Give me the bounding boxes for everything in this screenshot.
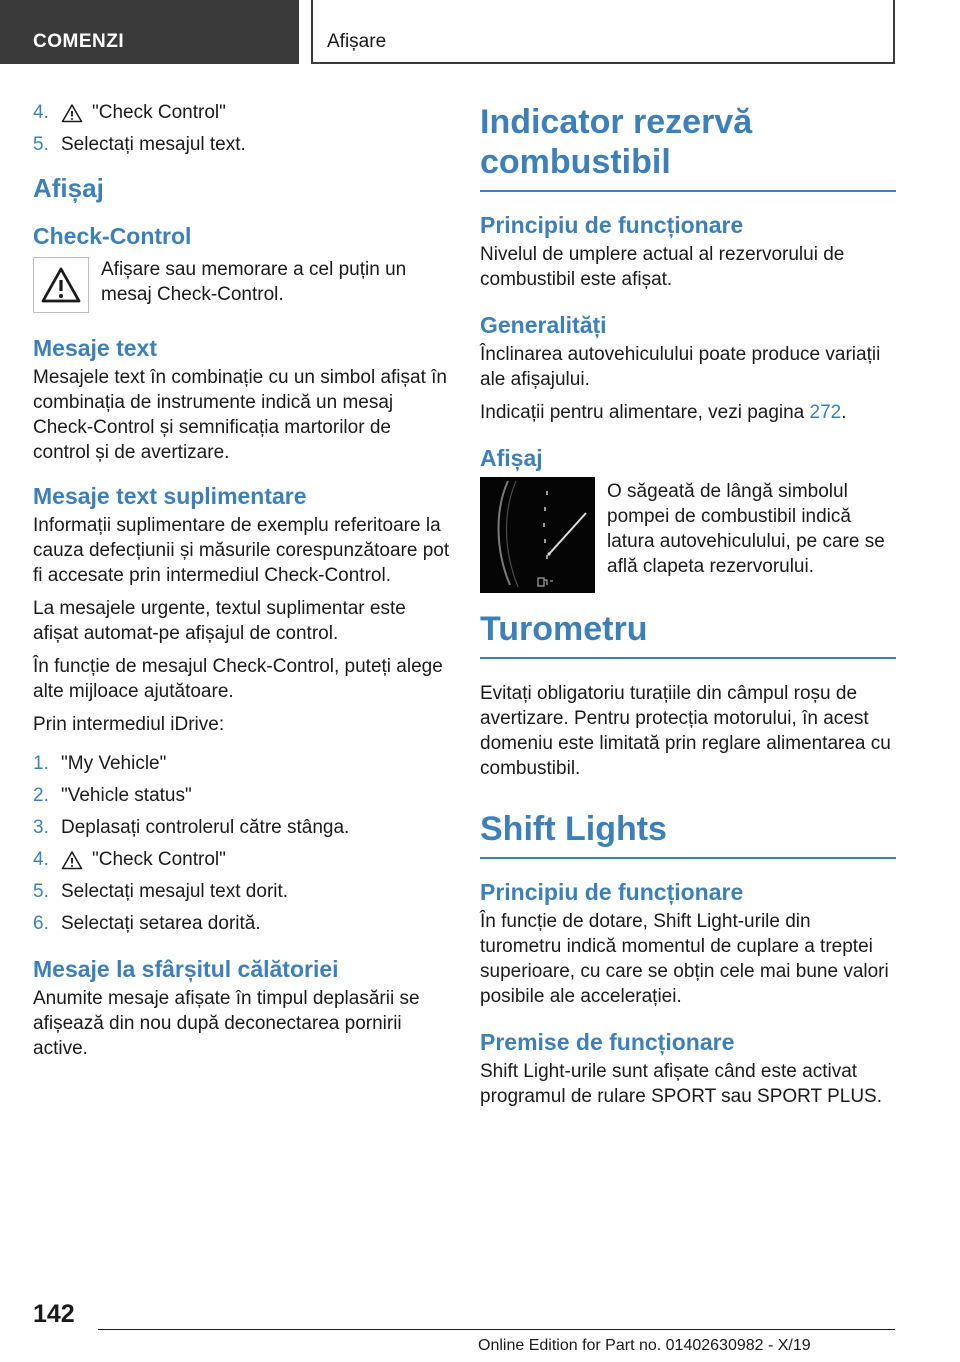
page-ref-suffix: . bbox=[841, 402, 847, 423]
paragraph: Shift Light-urile sunt afișate când este activat programul de rulare SPORT sau SPORT PLUS. bbox=[480, 1061, 882, 1107]
step-number: 5. bbox=[33, 134, 49, 155]
list-item bbox=[33, 815, 450, 840]
step-text: "My Vehicle" bbox=[61, 753, 167, 774]
step-number: 6. bbox=[33, 913, 49, 934]
edition-text: Online Edition for Part no. 01402630982 - X/19 bbox=[478, 1337, 811, 1354]
heading-afisaj-right: Afișaj bbox=[480, 445, 543, 471]
step-number: 3. bbox=[33, 817, 49, 838]
heading-shift-lights: Shift Lights bbox=[480, 809, 896, 859]
right-column bbox=[480, 100, 896, 1117]
header-subsection-label: Afișare bbox=[327, 31, 387, 52]
heading-mesaje-text: Mesaje text bbox=[33, 335, 158, 361]
heading-turometru: Turometru bbox=[480, 609, 896, 659]
intro-steps-list bbox=[33, 100, 450, 157]
page-ref-text: Indicații pentru alimentare, vezi pagina bbox=[480, 402, 810, 423]
header-section-label: COMENZI bbox=[33, 31, 125, 52]
step-text: Selectați mesajul text. bbox=[61, 134, 246, 155]
list-item bbox=[33, 100, 450, 125]
list-item bbox=[33, 911, 450, 936]
step-number: 5. bbox=[33, 881, 49, 902]
paragraph: Informații suplimentare de exemplu referitoare la cauza defecțiunii și măsurile corespunzătoare pot fi accesate prin intermediul Check-Control. bbox=[33, 515, 450, 586]
footer-divider bbox=[98, 1329, 895, 1330]
fuel-gauge-block bbox=[480, 477, 896, 593]
step-number: 1. bbox=[33, 753, 49, 774]
paragraph: În funcție de mesajul Check-Control, puteți alege alte mijloace ajutătoare. bbox=[33, 656, 443, 702]
paragraph: Prin intermediul iDrive: bbox=[33, 714, 225, 735]
step-number: 2. bbox=[33, 785, 49, 806]
step-text: Deplasați controlerul către stânga. bbox=[61, 817, 350, 838]
warning-triangle-icon bbox=[40, 266, 82, 304]
heading-principiu-functionare-2: Principiu de funcționare bbox=[480, 879, 744, 905]
paragraph: În funcție de dotare, Shift Light-urile din turometru indică momentul de cuplare a treptei superioare, cu care se obțin cele mai bune valori posibile ale accelerației. bbox=[480, 911, 889, 1007]
paragraph: Evitați obligatoriu turațiile din câmpul roșu de avertizare. Pentru protecția motorului, în acest domeniu este limitată prin reglare alimentarea cu combustibil. bbox=[480, 683, 891, 779]
heading-indicator-rezerva: Indicator rezervă combustibil bbox=[480, 102, 896, 192]
fuel-gauge-description: O săgeată de lângă simbolul pompei de combustibil indică latura autovehiculului, pe care se află clapeta rezervorului. bbox=[607, 481, 885, 577]
check-control-text: Afișare sau memorare a cel puțin un mesaj Check-Control. bbox=[101, 259, 407, 305]
heading-premise-functionare: Premise de funcționare bbox=[480, 1029, 735, 1055]
header-section-tab bbox=[0, 0, 299, 64]
warning-icon bbox=[61, 850, 83, 870]
fuel-gauge-image bbox=[480, 477, 595, 593]
fuel-gauge-illustration bbox=[480, 477, 595, 593]
check-control-block bbox=[33, 257, 450, 313]
step-text: "Vehicle status" bbox=[61, 785, 192, 806]
heading-mesaje-calatorie: Mesaje la sfârșitul călătoriei bbox=[33, 956, 339, 982]
step-text: Selectați setarea dorită. bbox=[61, 913, 261, 934]
header-subsection-tab bbox=[311, 0, 895, 64]
step-text: Selectați mesajul text dorit. bbox=[61, 881, 289, 902]
paragraph-page-ref bbox=[480, 400, 896, 425]
list-item bbox=[33, 751, 450, 776]
paragraph: Anumite mesaje afișate în timpul deplasării se afișează din nou după deconectarea pornirii active. bbox=[33, 988, 420, 1059]
step-text: "Check Control" bbox=[92, 849, 226, 870]
heading-mesaje-suplimentare: Mesaje text suplimentare bbox=[33, 483, 307, 509]
paragraph: Mesajele text în combinație cu un simbol afișat în combinația de instrumente indică un mesaj Check-Control și semnificația martorilor de control și de avertizare. bbox=[33, 367, 447, 463]
list-item bbox=[33, 132, 450, 157]
idrive-steps-list bbox=[33, 751, 450, 936]
heading-generalitati: Generalități bbox=[480, 312, 607, 338]
list-item bbox=[33, 783, 450, 808]
list-item bbox=[33, 879, 450, 904]
heading-check-control: Check-Control bbox=[33, 223, 192, 249]
step-number: 4. bbox=[33, 849, 49, 870]
footer-edition bbox=[478, 1337, 811, 1355]
step-number: 4. bbox=[33, 102, 49, 123]
page-number: 142 bbox=[33, 1300, 75, 1328]
left-column bbox=[33, 100, 450, 1069]
paragraph: La mesajele urgente, textul suplimentar este afișat automat-pe afișajul de control. bbox=[33, 598, 406, 644]
check-control-symbol bbox=[33, 257, 89, 313]
warning-icon bbox=[61, 103, 83, 123]
paragraph: Înclinarea autovehiculului poate produce variații ale afișajului. bbox=[480, 344, 881, 390]
heading-principiu-functionare: Principiu de funcționare bbox=[480, 212, 744, 238]
step-text: "Check Control" bbox=[92, 102, 226, 123]
list-item bbox=[33, 847, 450, 872]
heading-afisaj: Afișaj bbox=[33, 173, 104, 203]
paragraph: Nivelul de umplere actual al rezervorului de combustibil este afișat. bbox=[480, 244, 845, 290]
page-ref-link[interactable]: 272 bbox=[809, 402, 842, 423]
